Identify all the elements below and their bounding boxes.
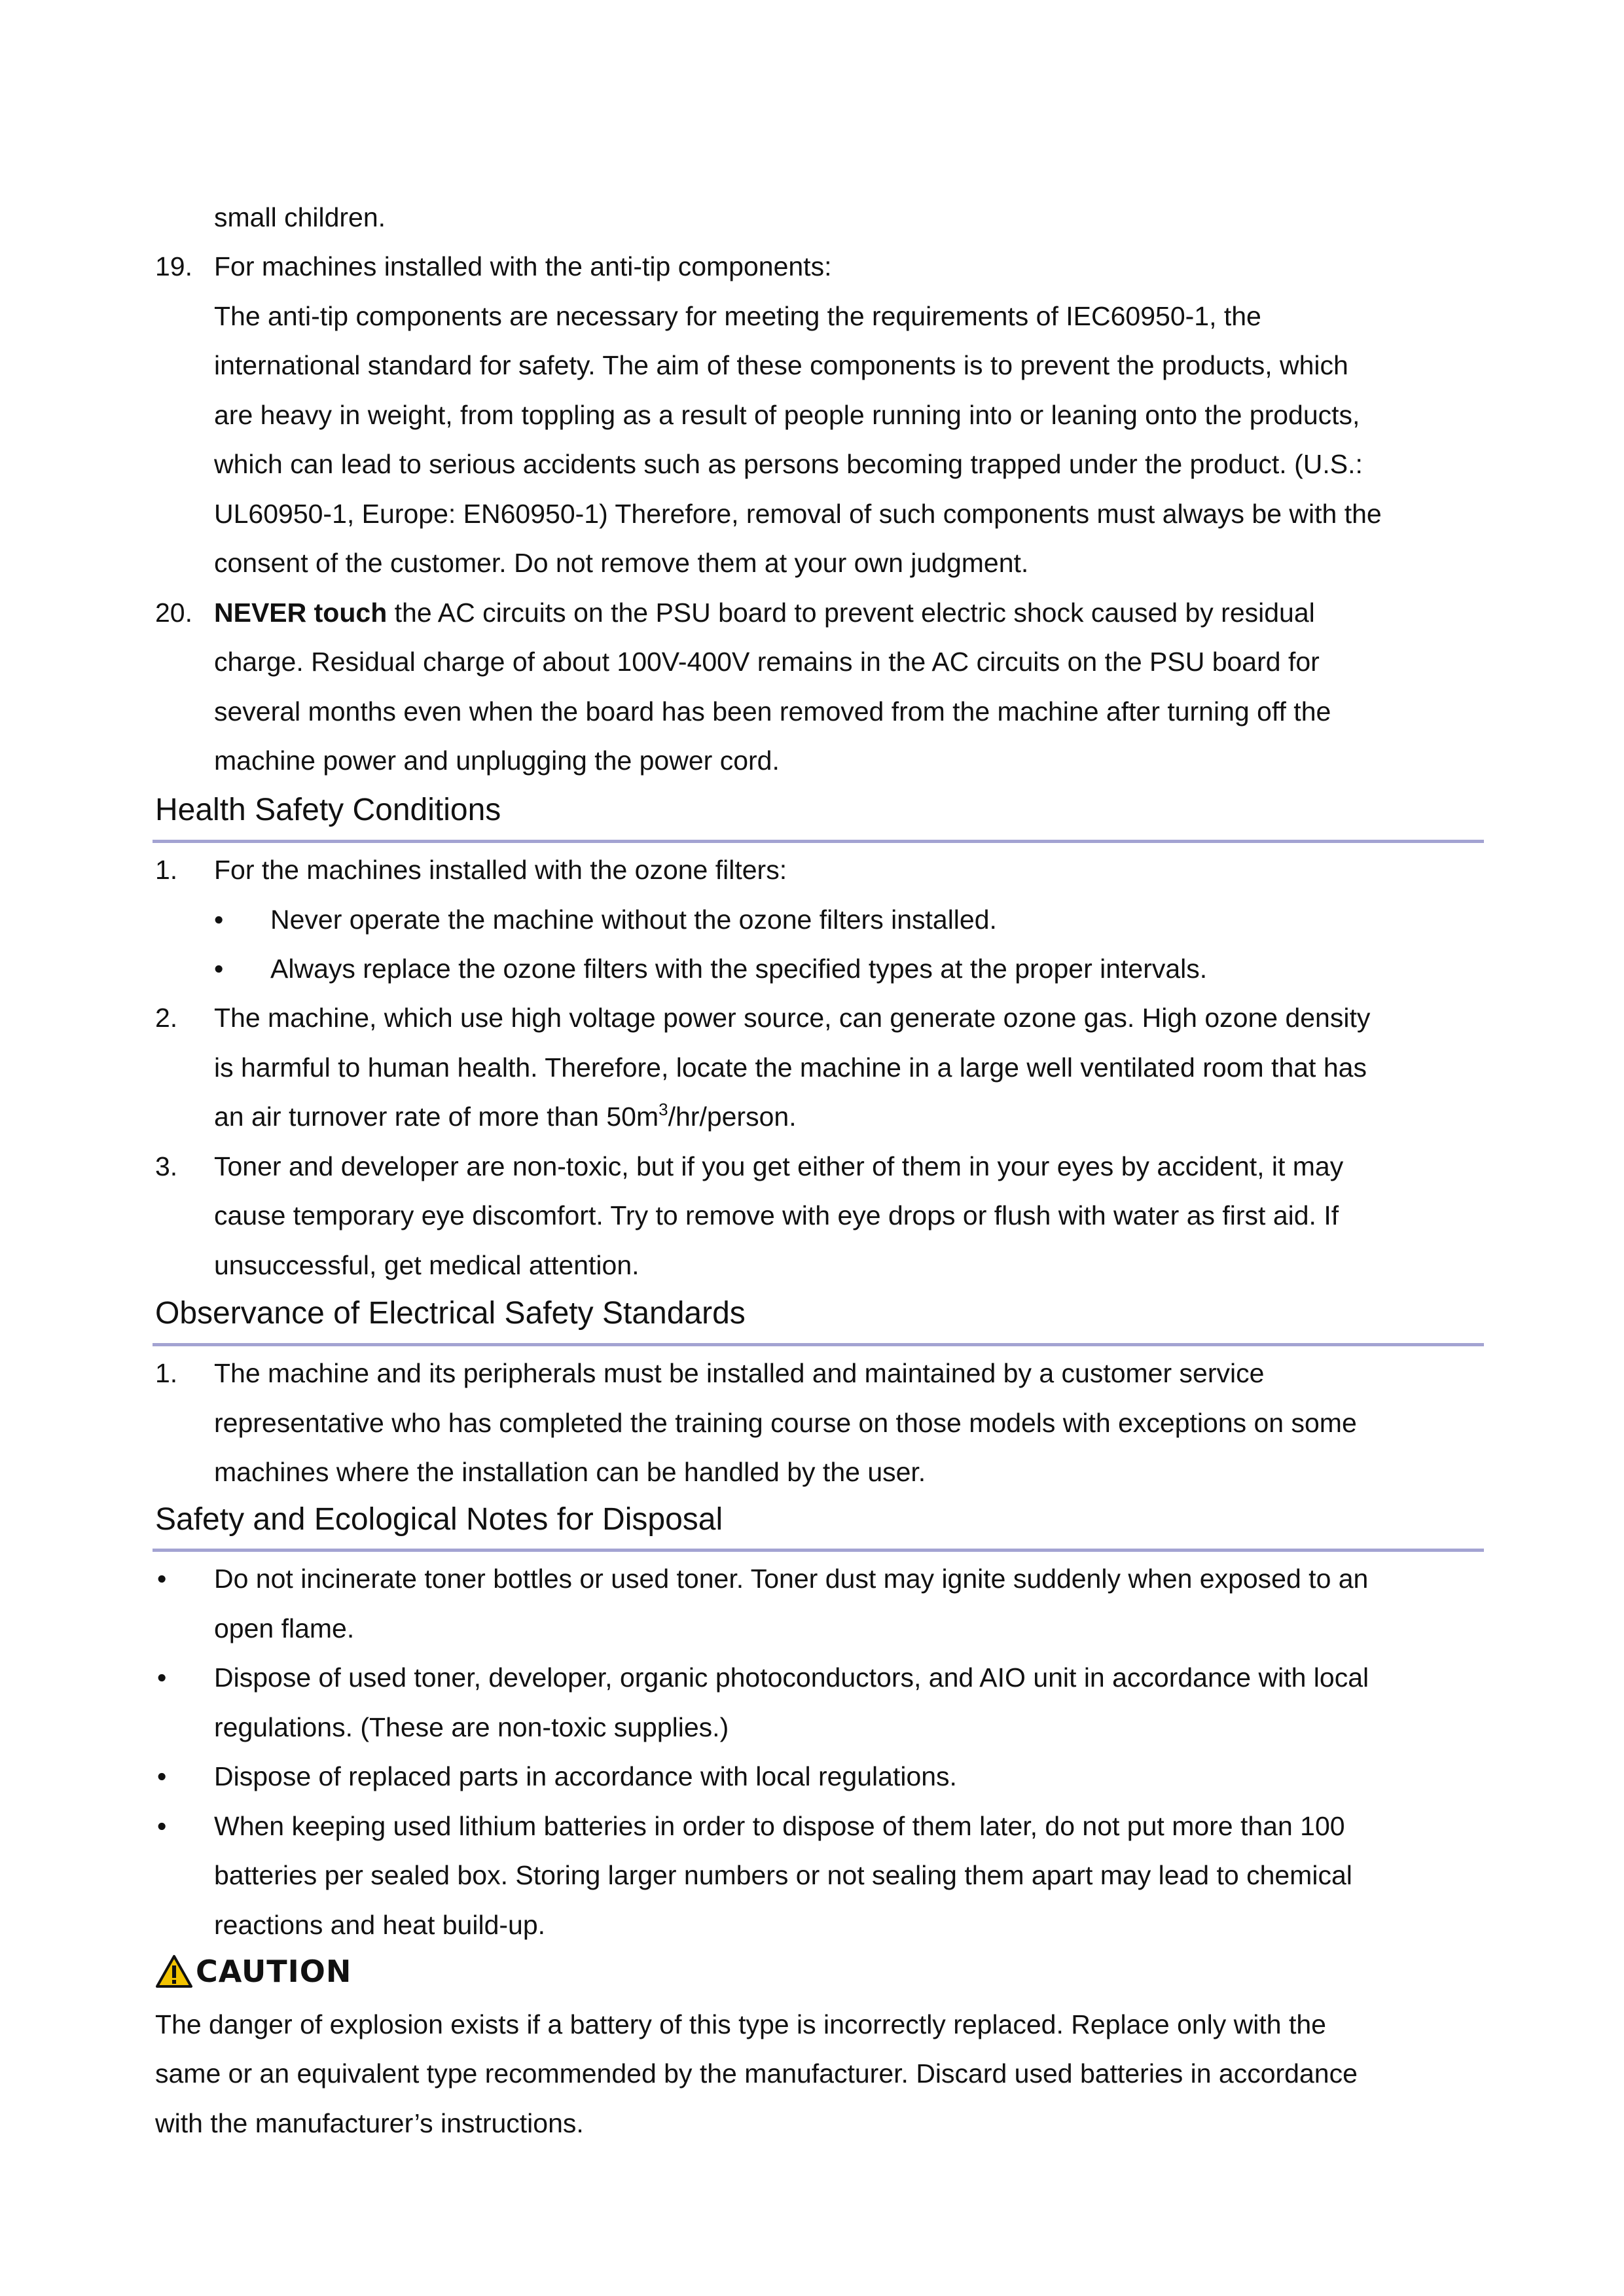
item-20-line: charge. Residual charge of about 100V-400V remains in the AC circuits on the PSU board for bbox=[214, 647, 1320, 677]
warning-triangle-icon bbox=[155, 1954, 193, 1988]
health-item-2-line: is harmful to human health. Therefore, locate the machine in a large well ventilated room that has bbox=[214, 1052, 1367, 1083]
item-20-number: 20. bbox=[155, 598, 192, 628]
electrical-item-1-line: The machine and its peripherals must be installed and maintained by a customer service bbox=[214, 1358, 1265, 1388]
item-20-line bbox=[214, 588, 1315, 638]
item-19-text: For machines installed with the anti-tip components: bbox=[214, 251, 832, 281]
item-19-number: 19. bbox=[155, 251, 192, 281]
health-item-3-number: 3. bbox=[155, 1151, 178, 1181]
bullet-icon: • bbox=[157, 1811, 167, 1841]
item-19-line: international standard for safety. The aim of these components is to prevent the products, which bbox=[214, 350, 1348, 380]
disposal-bullet-line: When keeping used lithium batteries in order to dispose of them later, do not put more than 100 bbox=[214, 1811, 1345, 1841]
item-19-line: are heavy in weight, from toppling as a result of people running into or leaning onto the products, bbox=[214, 400, 1360, 430]
bullet-icon: • bbox=[157, 1761, 167, 1791]
health-item-3-line: unsuccessful, get medical attention. bbox=[214, 1250, 640, 1280]
disposal-bullet-line: Dispose of used toner, developer, organic photoconductors, and AIO unit in accordance with local bbox=[214, 1662, 1369, 1693]
caution-line: with the manufacturer’s instructions. bbox=[155, 2108, 584, 2138]
caution-line: same or an equivalent type recommended by the manufacturer. Discard used batteries in accordance bbox=[155, 2058, 1358, 2089]
electrical-item-1-line: machines where the installation can be handled by the user. bbox=[214, 1457, 926, 1487]
bullet-icon: • bbox=[214, 905, 224, 935]
item-19-line: UL60950-1, Europe: EN60950-1) Therefore, removal of such components must always be with the bbox=[214, 499, 1382, 529]
health-item-3-line: cause temporary eye discomfort. Try to remove with eye drops or flush with water as first aid. If bbox=[214, 1200, 1339, 1230]
item-19-line: consent of the customer. Do not remove them at your own judgment. bbox=[214, 548, 1029, 578]
health-item-2-line3-after: /hr/person. bbox=[668, 1102, 797, 1132]
item-18-continuation: small children. bbox=[214, 202, 386, 232]
bullet-icon: • bbox=[157, 1662, 167, 1693]
heading-rule bbox=[153, 1343, 1484, 1346]
caution-label bbox=[155, 1952, 352, 1991]
electrical-item-1-number: 1. bbox=[155, 1358, 178, 1388]
health-item-1-number: 1. bbox=[155, 855, 178, 885]
heading-rule bbox=[153, 840, 1484, 843]
disposal-bullet-line: Dispose of replaced parts in accordance with local regulations. bbox=[214, 1761, 957, 1791]
caution-line: The danger of explosion exists if a battery of this type is incorrectly replaced. Replace only with the bbox=[155, 2009, 1326, 2039]
never-touch-bold: NEVER touch bbox=[214, 598, 388, 628]
disposal-bullet-line: Do not incinerate toner bottles or used toner. Toner dust may ignite suddenly when exposed to an bbox=[214, 1564, 1369, 1594]
bullet-icon: • bbox=[214, 954, 224, 984]
disposal-bullet-line: open flame. bbox=[214, 1613, 355, 1643]
disposal-bullet-line: reactions and heat build-up. bbox=[214, 1910, 546, 1940]
item-19-line: The anti-tip components are necessary for meeting the requirements of IEC60950-1, the bbox=[214, 301, 1261, 331]
health-item-2-line: The machine, which use high voltage power source, can generate ozone gas. High ozone density bbox=[214, 1003, 1371, 1033]
item-20-line: machine power and unplugging the power cord. bbox=[214, 745, 780, 776]
item-20-line: several months even when the board has been removed from the machine after turning off the bbox=[214, 696, 1331, 726]
caution-heading: CAUTION bbox=[196, 1954, 352, 1989]
heading-health-safety: Health Safety Conditions bbox=[155, 793, 501, 827]
item-19-line: which can lead to serious accidents such as persons becoming trapped under the product. (U.S.: bbox=[214, 449, 1363, 479]
item-20-line1-rest: the AC circuits on the PSU board to prevent electric shock caused by residual bbox=[387, 598, 1315, 628]
health-item-1-bullet: Never operate the machine without the ozone filters installed. bbox=[270, 905, 997, 935]
bullet-icon: • bbox=[157, 1564, 167, 1594]
disposal-bullet-line: batteries per sealed box. Storing larger numbers or not sealing them apart may lead to chemical bbox=[214, 1860, 1352, 1890]
health-item-1-bullet: Always replace the ozone filters with the specified types at the proper intervals. bbox=[270, 954, 1208, 984]
superscript: 3 bbox=[659, 1100, 668, 1119]
health-item-1-text: For the machines installed with the ozone filters: bbox=[214, 855, 787, 885]
heading-electrical-safety: Observance of Electrical Safety Standards bbox=[155, 1296, 746, 1331]
health-item-2-number: 2. bbox=[155, 1003, 178, 1033]
disposal-bullet-line: regulations. (These are non-toxic supplies.) bbox=[214, 1712, 729, 1742]
health-item-3-line: Toner and developer are non-toxic, but if you get either of them in your eyes by accident, it may bbox=[214, 1151, 1344, 1181]
heading-disposal: Safety and Ecological Notes for Disposal bbox=[155, 1502, 723, 1537]
health-item-2-line bbox=[214, 1092, 797, 1142]
health-item-2-line3-before: an air turnover rate of more than 50m bbox=[214, 1102, 659, 1132]
electrical-item-1-line: representative who has completed the training course on those models with exceptions on some bbox=[214, 1408, 1357, 1438]
heading-rule bbox=[153, 1549, 1484, 1552]
